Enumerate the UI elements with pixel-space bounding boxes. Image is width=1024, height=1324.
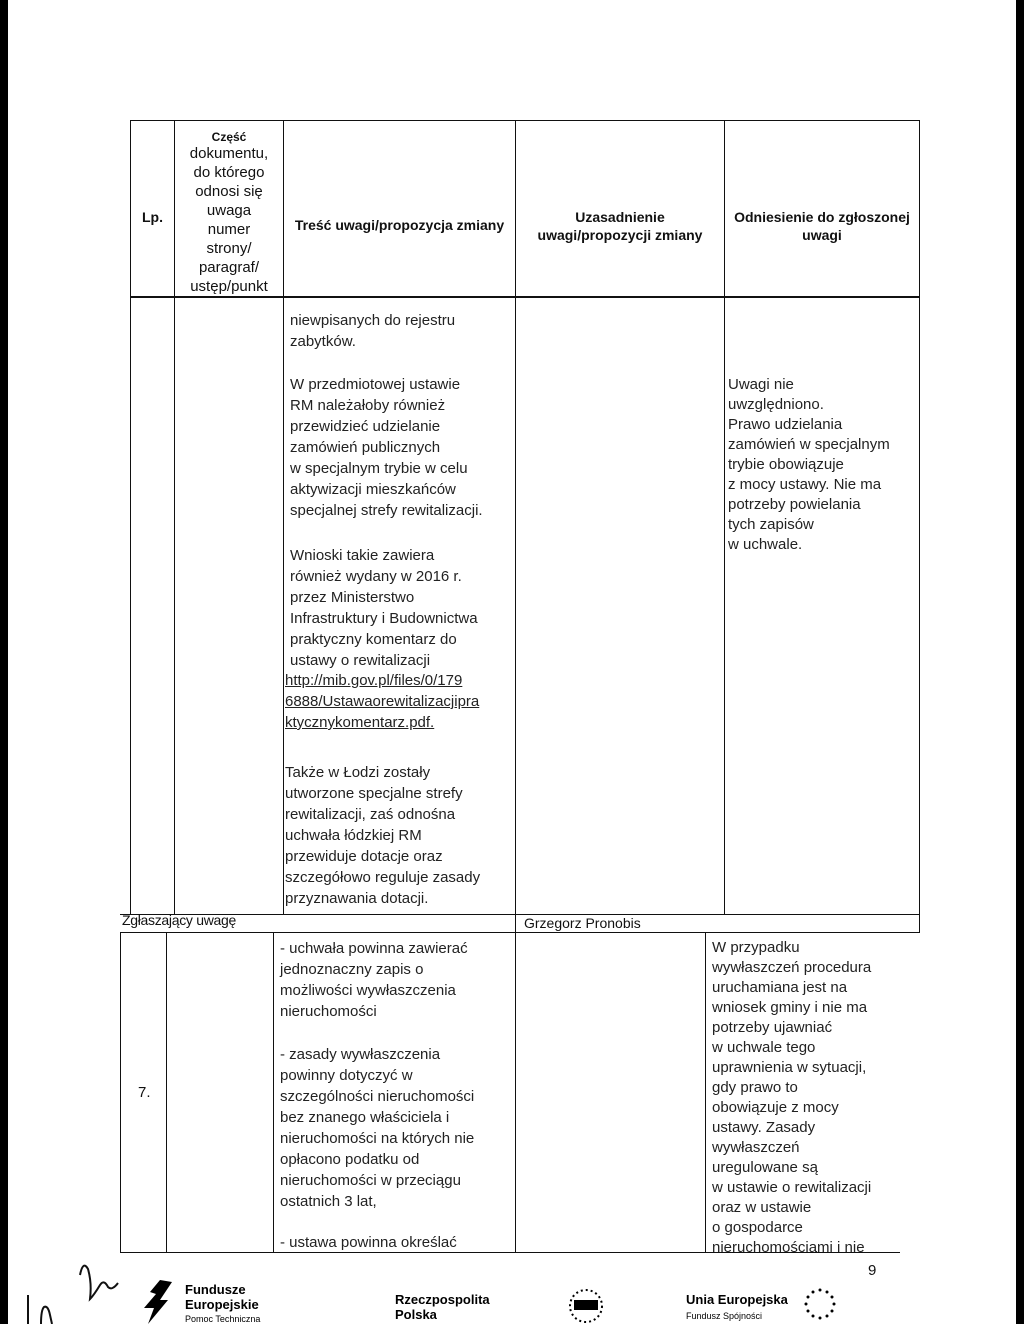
left-scan-margin — [0, 0, 8, 1324]
table-right-border — [919, 120, 920, 932]
footer-rp-line2: Polska — [395, 1307, 437, 1322]
warszawa-emblem-icon — [556, 1284, 616, 1324]
row7-odniesienie: W przypadku wywłaszczeń procedura uruchamiana jest na wniosek gminy i nie ma potrzeby ujawniać w uchwale tego uprawnienia w sytuacji, gdy prawo to obowiązuje z mocy ustawy. Zasady wywłaszczeń uregulowane są w ustawie o rewitalizacji oraz w ustawie o gospodarce nieruchomościami i nie — [712, 939, 872, 1256]
header-lp: Lp. — [142, 209, 163, 225]
row6-komentarz-link[interactable]: http://mib.gov.pl/files/0/179 6888/Ustawaorewitalizacjipra ktycznykomentarz.pdf. — [285, 672, 480, 731]
row7-tresc-p3: - ustawa powinna określać — [280, 1234, 457, 1251]
col-tresc-left-border-lower — [273, 932, 274, 1252]
row7-lp: 7. — [138, 1084, 151, 1101]
submitter-name: Grzegorz Pronobis — [524, 915, 641, 931]
header-tresc: Treść uwagi/propozycja zmiany — [294, 217, 505, 233]
footer-ue-line2: Fundusz Spójności — [686, 1311, 763, 1321]
row7-tresc-p2: - zasady wywłaszczenia powinny dotyczyć w szczególności nieruchomości bez znanego właściciela i nieruchomości na których nie opłacono podatku od nieruchomości w przeciągu ostatnich 3 lat, — [280, 1046, 475, 1210]
row6-tresc-p2: W przedmiotowej ustawie RM należałoby również przewidzieć udzielanie zamówień publicznych w specjalnym trybie w celu aktywizacji mieszkańców specjalnej strefy rewitalizacji. — [290, 376, 483, 519]
fundusze-europejskie-logo-icon — [138, 1278, 178, 1324]
col-odn-left-border-lower — [705, 932, 706, 1252]
footer-fe-line1: Fundusze — [185, 1282, 246, 1297]
footer-ue-line1: Unia Europejska — [686, 1292, 788, 1307]
col-lp-left-border-lower — [120, 932, 121, 1252]
signature-scribble — [8, 1255, 128, 1324]
row6-odniesienie: Uwagi nie uwzględniono. Prawo udzielania zamówień w specjalnym trybie obowiązuje z mocy ustawy. Nie ma potrzeby powielania tych zapisów w uchwale. — [728, 376, 890, 553]
table-top-border — [130, 120, 920, 121]
col-doc-left-border-lower — [166, 932, 167, 1252]
col-uzas-left-border-lower — [515, 932, 516, 1252]
footer-fe-line2: Europejskie — [185, 1297, 259, 1312]
submitter-label: Zgłaszający uwagę — [122, 912, 236, 928]
header-bottom-border — [130, 296, 920, 298]
page-number: 9 — [868, 1262, 877, 1279]
row6-tresc-p1: niewpisanych do rejestru zabytków. — [290, 312, 456, 350]
right-scan-margin — [1016, 0, 1024, 1324]
submitter-top-border — [120, 914, 920, 915]
row7-tresc-p1: - uchwała powinna zawierać jednoznaczny zapis o możliwości wywłaszczenia nieruchomości — [280, 940, 468, 1020]
footer-fe-line3: Pomoc Techniczna — [185, 1314, 261, 1324]
eu-stars-icon — [800, 1284, 840, 1324]
col-tresc-left-border — [283, 120, 284, 914]
header-czesc: Część — [211, 130, 247, 144]
header-dokument: dokumentu, do którego odnosi się uwaga numer strony/ paragraf/ ustęp/punkt — [189, 145, 269, 295]
col-lp-left-border — [130, 120, 131, 914]
header-uzasadnienie: Uzasadnienie uwagi/propozycji zmiany — [537, 209, 703, 243]
submitter-bottom-border — [120, 932, 920, 933]
header-odniesienie: Odniesienie do zgłoszonej uwagi — [734, 209, 910, 243]
row6-tresc-p4: Także w Łodzi zostały utworzone specjalne strefy rewitalizacji, zaś odnośna uchwała łódzkiej RM przewiduje dotacje oraz szczegółowo reguluje zasady przyznawania dotacji. — [285, 764, 481, 907]
footer-rp-line1: Rzeczpospolita — [395, 1292, 490, 1307]
row6-tresc-p3: Wnioski takie zawiera również wydany w 2016 r. przez Ministerstwo Infrastruktury i Budownictwa praktyczny komentarz do ustawy o rewitalizacji — [290, 547, 478, 669]
